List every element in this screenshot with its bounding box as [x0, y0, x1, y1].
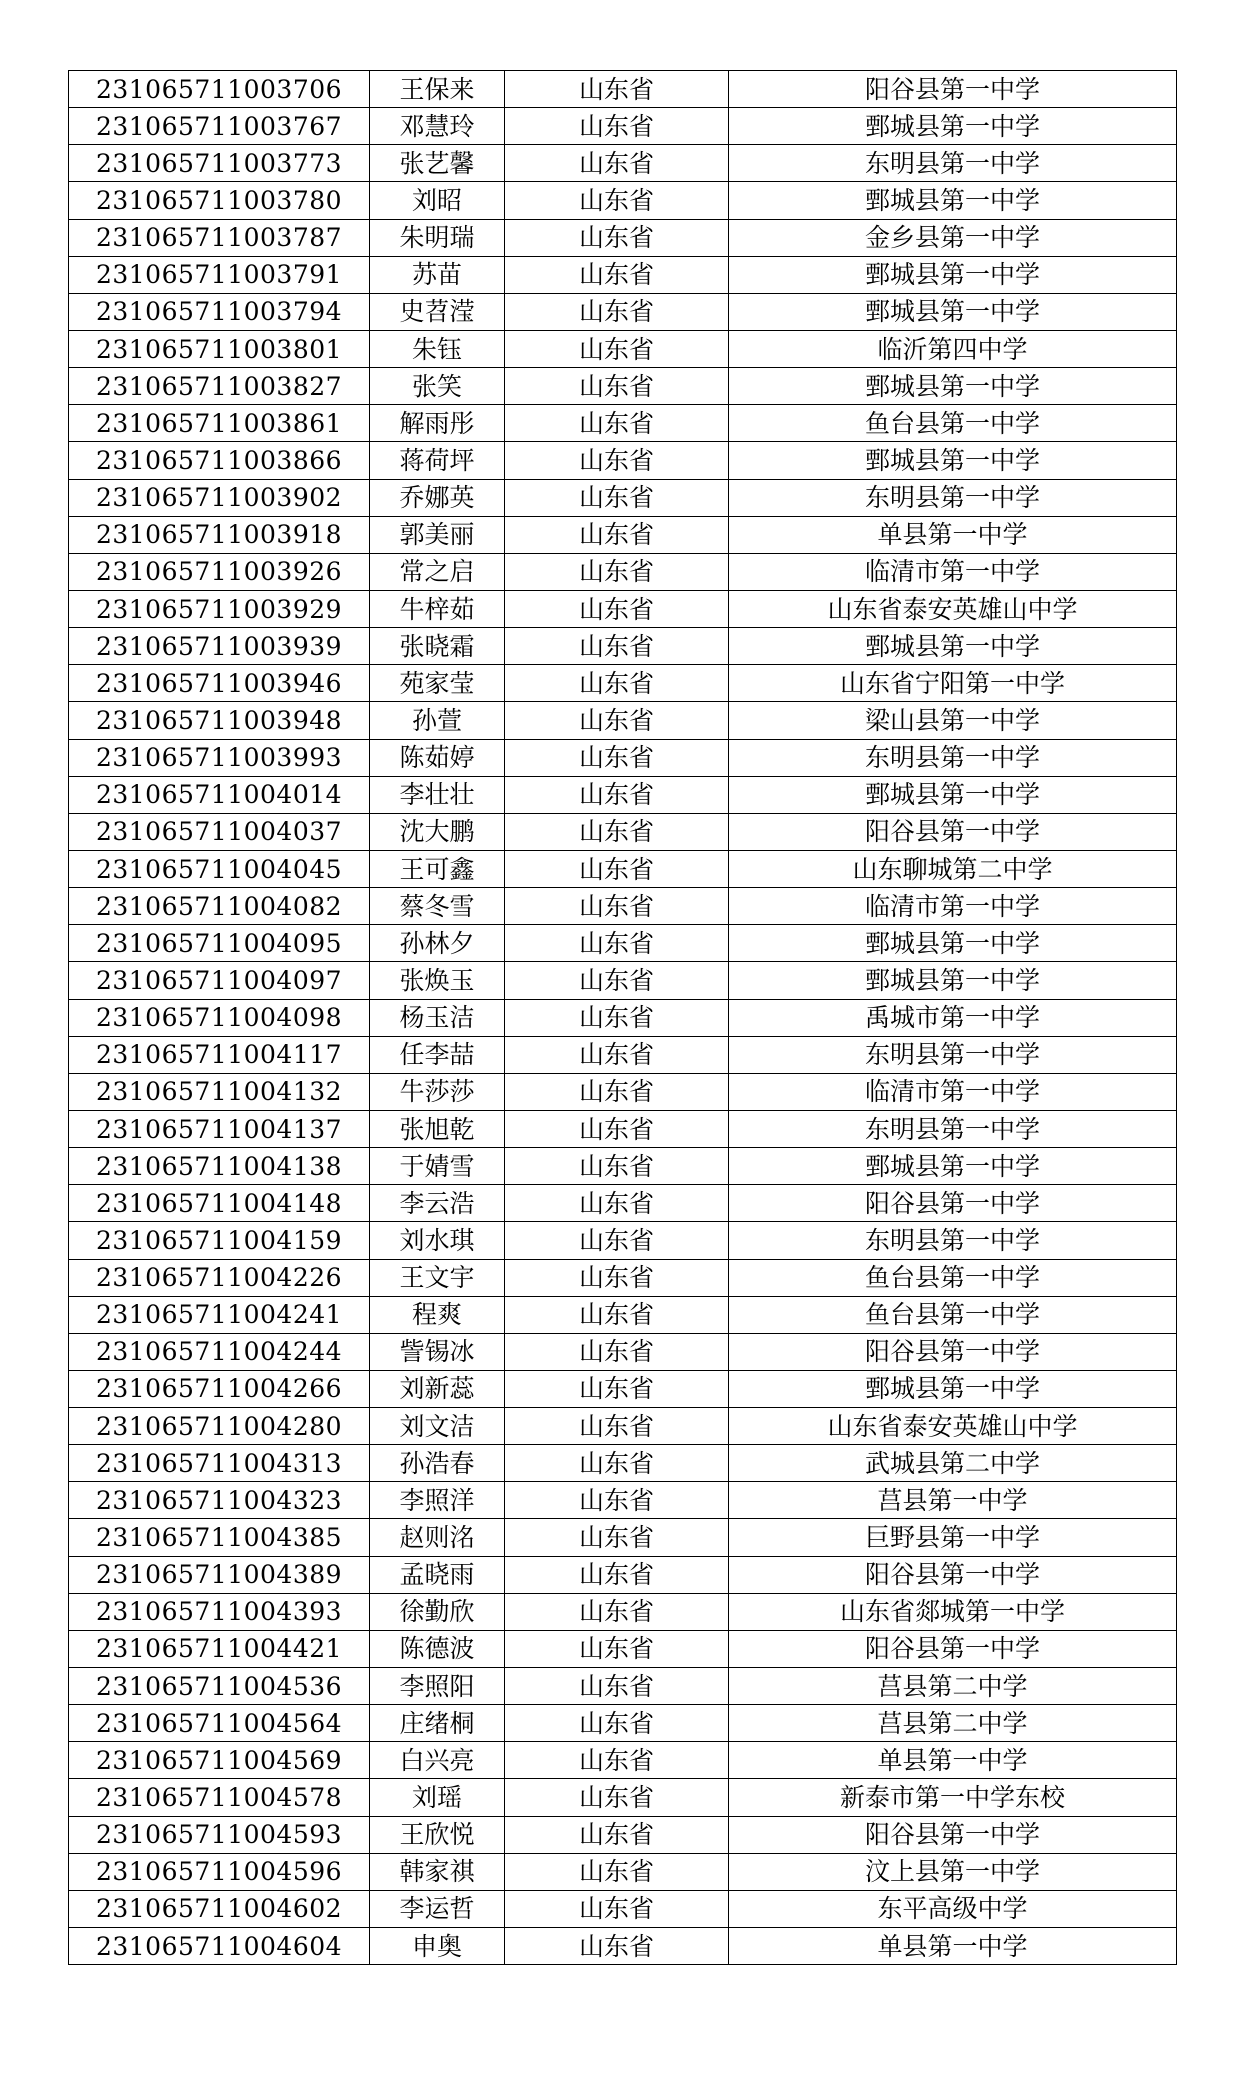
student-name-cell: 訾锡冰 [370, 1333, 505, 1370]
province-cell: 山东省 [505, 405, 729, 442]
candidate-id-cell: 231065711004159 [69, 1222, 370, 1259]
school-cell: 鄄城县第一中学 [729, 293, 1177, 330]
province-cell: 山东省 [505, 850, 729, 887]
school-cell: 新泰市第一中学东校 [729, 1779, 1177, 1816]
student-name-cell: 王保来 [370, 71, 505, 108]
province-cell: 山东省 [505, 1036, 729, 1073]
school-cell: 鱼台县第一中学 [729, 1259, 1177, 1296]
candidate-id-cell: 231065711003918 [69, 516, 370, 553]
student-name-cell: 王可鑫 [370, 850, 505, 887]
student-name-cell: 申奥 [370, 1928, 505, 1965]
school-cell: 莒县第二中学 [729, 1705, 1177, 1742]
candidate-id-cell: 231065711003939 [69, 628, 370, 665]
candidate-id-cell: 231065711004244 [69, 1333, 370, 1370]
student-name-cell: 杨玉洁 [370, 999, 505, 1036]
province-cell: 山东省 [505, 108, 729, 145]
student-name-cell: 于婧雪 [370, 1148, 505, 1185]
table-row [69, 479, 1177, 516]
table-row [69, 1593, 1177, 1630]
school-cell: 梁山县第一中学 [729, 702, 1177, 739]
student-name-cell: 李照阳 [370, 1668, 505, 1705]
school-cell: 临清市第一中学 [729, 553, 1177, 590]
student-name-cell: 徐勤欣 [370, 1593, 505, 1630]
candidate-id-cell: 231065711004389 [69, 1556, 370, 1593]
student-name-cell: 蔡冬雪 [370, 888, 505, 925]
student-name-cell: 孙萱 [370, 702, 505, 739]
province-cell: 山东省 [505, 145, 729, 182]
province-cell: 山东省 [505, 330, 729, 367]
school-cell: 武城县第二中学 [729, 1445, 1177, 1482]
table-row [69, 1110, 1177, 1147]
province-cell: 山东省 [505, 1928, 729, 1965]
province-cell: 山东省 [505, 665, 729, 702]
table-row [69, 1630, 1177, 1667]
student-name-cell: 朱明瑞 [370, 219, 505, 256]
student-name-cell: 朱钰 [370, 330, 505, 367]
province-cell: 山东省 [505, 1668, 729, 1705]
student-name-cell: 刘新蕊 [370, 1370, 505, 1407]
candidate-id-cell: 231065711004045 [69, 850, 370, 887]
table-row [69, 1148, 1177, 1185]
student-name-cell: 王欣悦 [370, 1816, 505, 1853]
province-cell: 山东省 [505, 1519, 729, 1556]
school-cell: 临沂第四中学 [729, 330, 1177, 367]
table-row [69, 145, 1177, 182]
candidate-id-cell: 231065711004593 [69, 1816, 370, 1853]
school-cell: 临清市第一中学 [729, 1073, 1177, 1110]
school-cell: 阳谷县第一中学 [729, 71, 1177, 108]
student-name-cell: 刘文洁 [370, 1408, 505, 1445]
province-cell: 山东省 [505, 1853, 729, 1890]
candidate-id-cell: 231065711003827 [69, 368, 370, 405]
candidate-id-cell: 231065711004393 [69, 1593, 370, 1630]
candidate-id-cell: 231065711003902 [69, 479, 370, 516]
school-cell: 鄄城县第一中学 [729, 368, 1177, 405]
school-cell: 山东省宁阳第一中学 [729, 665, 1177, 702]
province-cell: 山东省 [505, 1705, 729, 1742]
school-cell: 金乡县第一中学 [729, 219, 1177, 256]
candidate-id-cell: 231065711004323 [69, 1482, 370, 1519]
roster-table-body [69, 71, 1177, 1965]
table-row [69, 1222, 1177, 1259]
student-name-cell: 王文宇 [370, 1259, 505, 1296]
candidate-id-cell: 231065711004421 [69, 1630, 370, 1667]
student-name-cell: 白兴亮 [370, 1742, 505, 1779]
table-row [69, 108, 1177, 145]
candidate-id-cell: 231065711003801 [69, 330, 370, 367]
student-name-cell: 李壮壮 [370, 776, 505, 813]
province-cell: 山东省 [505, 776, 729, 813]
roster-table [68, 70, 1177, 1965]
table-row [69, 1853, 1177, 1890]
candidate-id-cell: 231065711004138 [69, 1148, 370, 1185]
candidate-id-cell: 231065711003787 [69, 219, 370, 256]
candidate-id-cell: 231065711003767 [69, 108, 370, 145]
table-row [69, 1408, 1177, 1445]
candidate-id-cell: 231065711003946 [69, 665, 370, 702]
province-cell: 山东省 [505, 1556, 729, 1593]
candidate-id-cell: 231065711004604 [69, 1928, 370, 1965]
province-cell: 山东省 [505, 1259, 729, 1296]
table-row [69, 702, 1177, 739]
candidate-id-cell: 231065711004578 [69, 1779, 370, 1816]
province-cell: 山东省 [505, 925, 729, 962]
table-row [69, 1333, 1177, 1370]
candidate-id-cell: 231065711003780 [69, 182, 370, 219]
candidate-id-cell: 231065711004602 [69, 1890, 370, 1927]
province-cell: 山东省 [505, 1296, 729, 1333]
province-cell: 山东省 [505, 1482, 729, 1519]
student-name-cell: 张焕玉 [370, 962, 505, 999]
province-cell: 山东省 [505, 182, 729, 219]
student-name-cell: 解雨彤 [370, 405, 505, 442]
table-row [69, 888, 1177, 925]
student-name-cell: 陈德波 [370, 1630, 505, 1667]
candidate-id-cell: 231065711004313 [69, 1445, 370, 1482]
candidate-id-cell: 231065711003948 [69, 702, 370, 739]
school-cell: 单县第一中学 [729, 516, 1177, 553]
candidate-id-cell: 231065711004098 [69, 999, 370, 1036]
school-cell: 鄄城县第一中学 [729, 1370, 1177, 1407]
student-name-cell: 孙林夕 [370, 925, 505, 962]
school-cell: 鄄城县第一中学 [729, 442, 1177, 479]
candidate-id-cell: 231065711004596 [69, 1853, 370, 1890]
table-row [69, 776, 1177, 813]
province-cell: 山东省 [505, 442, 729, 479]
province-cell: 山东省 [505, 516, 729, 553]
province-cell: 山东省 [505, 219, 729, 256]
table-row [69, 1519, 1177, 1556]
table-row [69, 1073, 1177, 1110]
candidate-id-cell: 231065711004266 [69, 1370, 370, 1407]
province-cell: 山东省 [505, 293, 729, 330]
province-cell: 山东省 [505, 1408, 729, 1445]
province-cell: 山东省 [505, 1185, 729, 1222]
table-row [69, 999, 1177, 1036]
province-cell: 山东省 [505, 628, 729, 665]
student-name-cell: 乔娜英 [370, 479, 505, 516]
table-row [69, 405, 1177, 442]
school-cell: 鄄城县第一中学 [729, 925, 1177, 962]
student-name-cell: 郭美丽 [370, 516, 505, 553]
table-row [69, 1259, 1177, 1296]
school-cell: 鄄城县第一中学 [729, 962, 1177, 999]
candidate-id-cell: 231065711003791 [69, 256, 370, 293]
school-cell: 东平高级中学 [729, 1890, 1177, 1927]
candidate-id-cell: 231065711004536 [69, 1668, 370, 1705]
table-row [69, 1370, 1177, 1407]
table-row [69, 850, 1177, 887]
school-cell: 山东省郯城第一中学 [729, 1593, 1177, 1630]
province-cell: 山东省 [505, 1110, 729, 1147]
table-row [69, 553, 1177, 590]
student-name-cell: 牛莎莎 [370, 1073, 505, 1110]
student-name-cell: 赵则洺 [370, 1519, 505, 1556]
table-row [69, 293, 1177, 330]
student-name-cell: 邓慧玲 [370, 108, 505, 145]
school-cell: 鄄城县第一中学 [729, 628, 1177, 665]
candidate-id-cell: 231065711004226 [69, 1259, 370, 1296]
candidate-id-cell: 231065711004132 [69, 1073, 370, 1110]
candidate-id-cell: 231065711004280 [69, 1408, 370, 1445]
candidate-id-cell: 231065711003861 [69, 405, 370, 442]
school-cell: 东明县第一中学 [729, 1110, 1177, 1147]
table-row [69, 330, 1177, 367]
school-cell: 单县第一中学 [729, 1742, 1177, 1779]
table-row [69, 219, 1177, 256]
table-row [69, 442, 1177, 479]
province-cell: 山东省 [505, 256, 729, 293]
candidate-id-cell: 231065711004082 [69, 888, 370, 925]
candidate-id-cell: 231065711003866 [69, 442, 370, 479]
candidate-id-cell: 231065711003794 [69, 293, 370, 330]
province-cell: 山东省 [505, 739, 729, 776]
province-cell: 山东省 [505, 1073, 729, 1110]
school-cell: 汶上县第一中学 [729, 1853, 1177, 1890]
school-cell: 阳谷县第一中学 [729, 1816, 1177, 1853]
table-row [69, 1036, 1177, 1073]
school-cell: 巨野县第一中学 [729, 1519, 1177, 1556]
school-cell: 鄄城县第一中学 [729, 182, 1177, 219]
school-cell: 鄄城县第一中学 [729, 108, 1177, 145]
table-row [69, 256, 1177, 293]
school-cell: 东明县第一中学 [729, 145, 1177, 182]
school-cell: 山东聊城第二中学 [729, 850, 1177, 887]
province-cell: 山东省 [505, 553, 729, 590]
student-name-cell: 陈茹婷 [370, 739, 505, 776]
table-row [69, 1928, 1177, 1965]
candidate-id-cell: 231065711004569 [69, 1742, 370, 1779]
student-name-cell: 刘水琪 [370, 1222, 505, 1259]
table-row [69, 925, 1177, 962]
candidate-id-cell: 231065711003993 [69, 739, 370, 776]
candidate-id-cell: 231065711003926 [69, 553, 370, 590]
table-row [69, 628, 1177, 665]
student-name-cell: 蒋荷坪 [370, 442, 505, 479]
student-name-cell: 张晓霜 [370, 628, 505, 665]
student-name-cell: 任李喆 [370, 1036, 505, 1073]
province-cell: 山东省 [505, 1333, 729, 1370]
province-cell: 山东省 [505, 1816, 729, 1853]
school-cell: 鄄城县第一中学 [729, 776, 1177, 813]
student-name-cell: 李运哲 [370, 1890, 505, 1927]
table-row [69, 590, 1177, 627]
province-cell: 山东省 [505, 1779, 729, 1816]
student-name-cell: 刘瑶 [370, 1779, 505, 1816]
province-cell: 山东省 [505, 888, 729, 925]
student-name-cell: 苑家莹 [370, 665, 505, 702]
student-name-cell: 李照洋 [370, 1482, 505, 1519]
table-row [69, 1296, 1177, 1333]
province-cell: 山东省 [505, 1593, 729, 1630]
student-name-cell: 刘昭 [370, 182, 505, 219]
province-cell: 山东省 [505, 962, 729, 999]
candidate-id-cell: 231065711004385 [69, 1519, 370, 1556]
candidate-id-cell: 231065711004148 [69, 1185, 370, 1222]
table-row [69, 1890, 1177, 1927]
school-cell: 临清市第一中学 [729, 888, 1177, 925]
school-cell: 阳谷县第一中学 [729, 813, 1177, 850]
table-row [69, 1779, 1177, 1816]
student-name-cell: 韩家祺 [370, 1853, 505, 1890]
student-name-cell: 庄绪桐 [370, 1705, 505, 1742]
province-cell: 山东省 [505, 368, 729, 405]
candidate-id-cell: 231065711004564 [69, 1705, 370, 1742]
school-cell: 东明县第一中学 [729, 739, 1177, 776]
table-row [69, 516, 1177, 553]
province-cell: 山东省 [505, 590, 729, 627]
candidate-id-cell: 231065711004097 [69, 962, 370, 999]
province-cell: 山东省 [505, 1630, 729, 1667]
table-row [69, 71, 1177, 108]
province-cell: 山东省 [505, 1890, 729, 1927]
table-row [69, 1482, 1177, 1519]
table-row [69, 665, 1177, 702]
province-cell: 山东省 [505, 1148, 729, 1185]
student-name-cell: 程爽 [370, 1296, 505, 1333]
province-cell: 山东省 [505, 702, 729, 739]
school-cell: 山东省泰安英雄山中学 [729, 1408, 1177, 1445]
student-name-cell: 沈大鹏 [370, 813, 505, 850]
table-row [69, 182, 1177, 219]
student-name-cell: 史苕滢 [370, 293, 505, 330]
table-row [69, 368, 1177, 405]
table-row [69, 1668, 1177, 1705]
candidate-id-cell: 231065711004137 [69, 1110, 370, 1147]
province-cell: 山东省 [505, 1222, 729, 1259]
candidate-id-cell: 231065711003706 [69, 71, 370, 108]
school-cell: 鱼台县第一中学 [729, 405, 1177, 442]
table-row [69, 1816, 1177, 1853]
school-cell: 东明县第一中学 [729, 1036, 1177, 1073]
school-cell: 莒县第一中学 [729, 1482, 1177, 1519]
candidate-id-cell: 231065711004095 [69, 925, 370, 962]
province-cell: 山东省 [505, 71, 729, 108]
table-row [69, 1705, 1177, 1742]
province-cell: 山东省 [505, 999, 729, 1036]
school-cell: 山东省泰安英雄山中学 [729, 590, 1177, 627]
school-cell: 阳谷县第一中学 [729, 1556, 1177, 1593]
student-name-cell: 李云浩 [370, 1185, 505, 1222]
table-row [69, 1445, 1177, 1482]
province-cell: 山东省 [505, 1445, 729, 1482]
school-cell: 莒县第二中学 [729, 1668, 1177, 1705]
student-name-cell: 张笑 [370, 368, 505, 405]
student-name-cell: 牛梓茹 [370, 590, 505, 627]
school-cell: 鱼台县第一中学 [729, 1296, 1177, 1333]
school-cell: 鄄城县第一中学 [729, 1148, 1177, 1185]
candidate-id-cell: 231065711004014 [69, 776, 370, 813]
table-row [69, 739, 1177, 776]
province-cell: 山东省 [505, 1370, 729, 1407]
table-row [69, 1556, 1177, 1593]
student-name-cell: 张艺馨 [370, 145, 505, 182]
candidate-id-cell: 231065711004037 [69, 813, 370, 850]
student-name-cell: 孟晓雨 [370, 1556, 505, 1593]
candidate-id-cell: 231065711003929 [69, 590, 370, 627]
school-cell: 单县第一中学 [729, 1928, 1177, 1965]
student-name-cell: 苏苗 [370, 256, 505, 293]
student-name-cell: 张旭乾 [370, 1110, 505, 1147]
province-cell: 山东省 [505, 813, 729, 850]
school-cell: 阳谷县第一中学 [729, 1185, 1177, 1222]
candidate-id-cell: 231065711004117 [69, 1036, 370, 1073]
table-row [69, 1185, 1177, 1222]
student-name-cell: 孙浩春 [370, 1445, 505, 1482]
school-cell: 鄄城县第一中学 [729, 256, 1177, 293]
table-row [69, 962, 1177, 999]
candidate-id-cell: 231065711004241 [69, 1296, 370, 1333]
school-cell: 东明县第一中学 [729, 479, 1177, 516]
table-row [69, 813, 1177, 850]
candidate-id-cell: 231065711003773 [69, 145, 370, 182]
table-row [69, 1742, 1177, 1779]
school-cell: 东明县第一中学 [729, 1222, 1177, 1259]
school-cell: 阳谷县第一中学 [729, 1630, 1177, 1667]
school-cell: 阳谷县第一中学 [729, 1333, 1177, 1370]
province-cell: 山东省 [505, 479, 729, 516]
school-cell: 禹城市第一中学 [729, 999, 1177, 1036]
province-cell: 山东省 [505, 1742, 729, 1779]
student-name-cell: 常之启 [370, 553, 505, 590]
